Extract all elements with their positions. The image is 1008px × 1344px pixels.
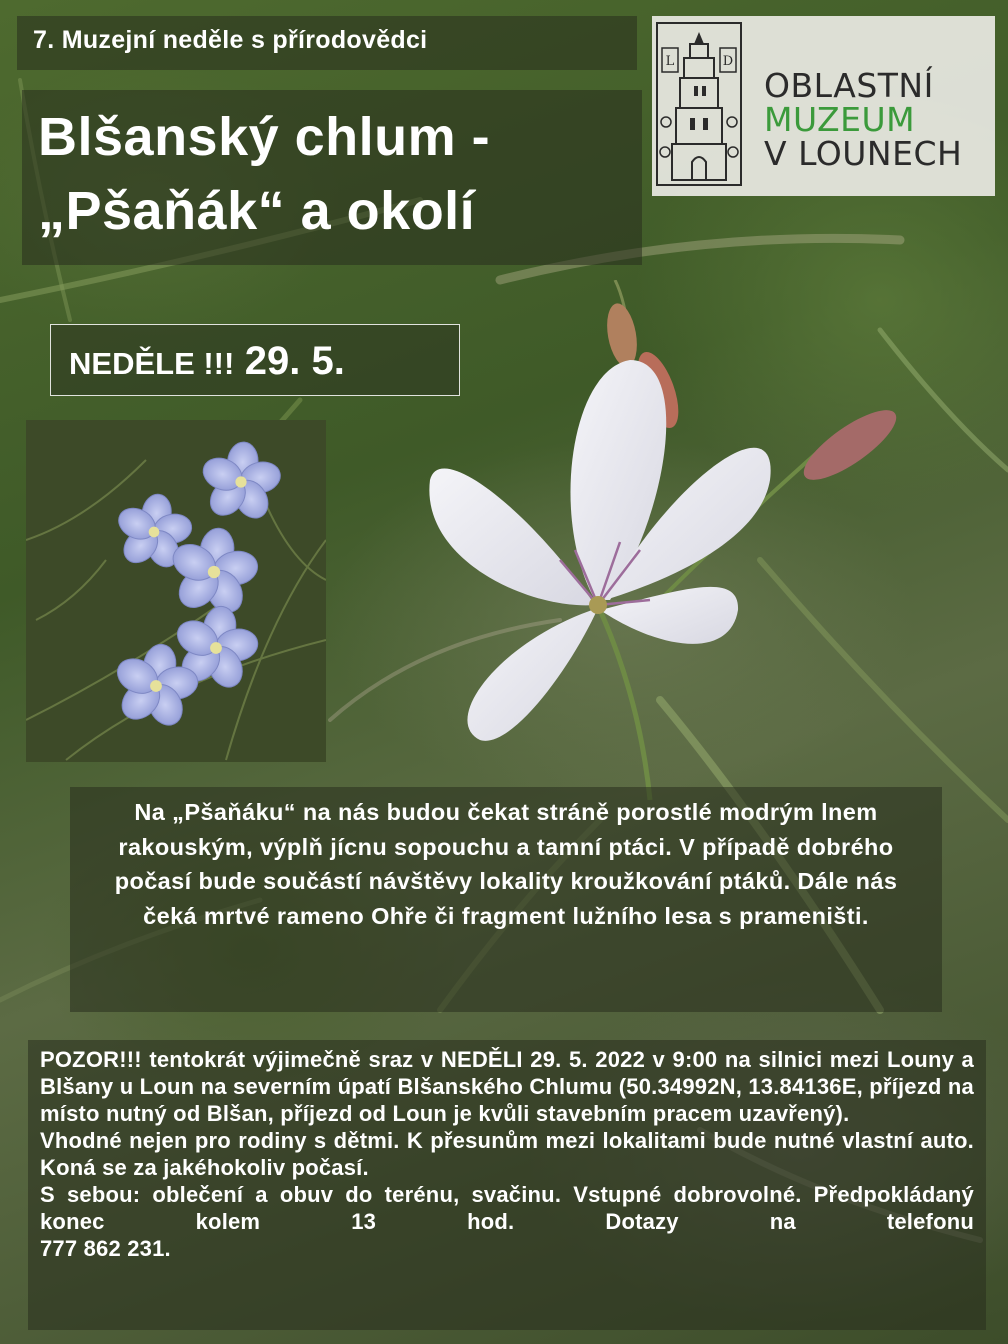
blue-flax-photo	[26, 420, 326, 762]
logo-line-1: OBLASTNÍ	[764, 66, 934, 105]
info-bring: S sebou: oblečení a obuv do terénu, svačinu. Vstupné dobrovolné. Předpokládaný konec kolem 13 hod. Dotazy na telefonu	[40, 1182, 974, 1234]
event-subtitle: 7. Muzejní neděle s přírodovědci	[33, 26, 428, 54]
info-meeting: POZOR!!! tentokrát výjimečně sraz v NEDĚLI 29. 5. 2022 v 9:00 na silnici mezi Louny a Blšany u Loun na severním úpatí Blšanského Chlumu (50.34992N, 13.84136E, příjezd na místo nutný od Blšan, příjezd od Loun je kvůli stavebním pracem uzavřený).	[40, 1047, 974, 1126]
date-value: 29. 5.	[244, 339, 345, 383]
title-line-2: „Pšaňák“ a okolí	[38, 181, 476, 241]
logo-line-3: V LOUNECH	[764, 134, 963, 173]
museum-logo	[652, 16, 995, 196]
title-line-1: Blšanský chlum -	[38, 107, 491, 167]
subtitle-banner	[17, 16, 637, 70]
white-flax-flower	[400, 280, 940, 800]
emblem-letter-d: D	[722, 54, 734, 69]
logo-line-2: MUZEUM	[764, 100, 916, 139]
event-description: Na „Pšaňáku“ na nás budou čekat stráně porostlé modrým lnem rakouským, výplň jícnu sopouchu a tamní ptáci. V případě dobrého počasí bude součástí návštěvy lokality kroužkování ptáků. Dále nás čeká mrtvé rameno Ohře či fragment lužního lesa s prameništi.	[114, 799, 898, 929]
date-banner	[50, 324, 460, 396]
info-notes: Vhodné nejen pro rodiny s dětmi. K přesunům mezi lokalitami bude nutné vlastní auto. Koná se za jakéhokoliv počasí.	[40, 1128, 974, 1180]
event-title	[38, 100, 626, 248]
emblem-letter-l: L	[665, 54, 675, 69]
title-banner	[22, 90, 642, 265]
info-phone: 777 862 231.	[40, 1236, 171, 1261]
blue-flax-illustration	[26, 420, 326, 762]
info-panel	[28, 1040, 986, 1330]
date-day: NEDĚLE !!!	[69, 346, 235, 381]
description-panel	[70, 787, 942, 1012]
museum-tower-emblem	[656, 22, 742, 186]
